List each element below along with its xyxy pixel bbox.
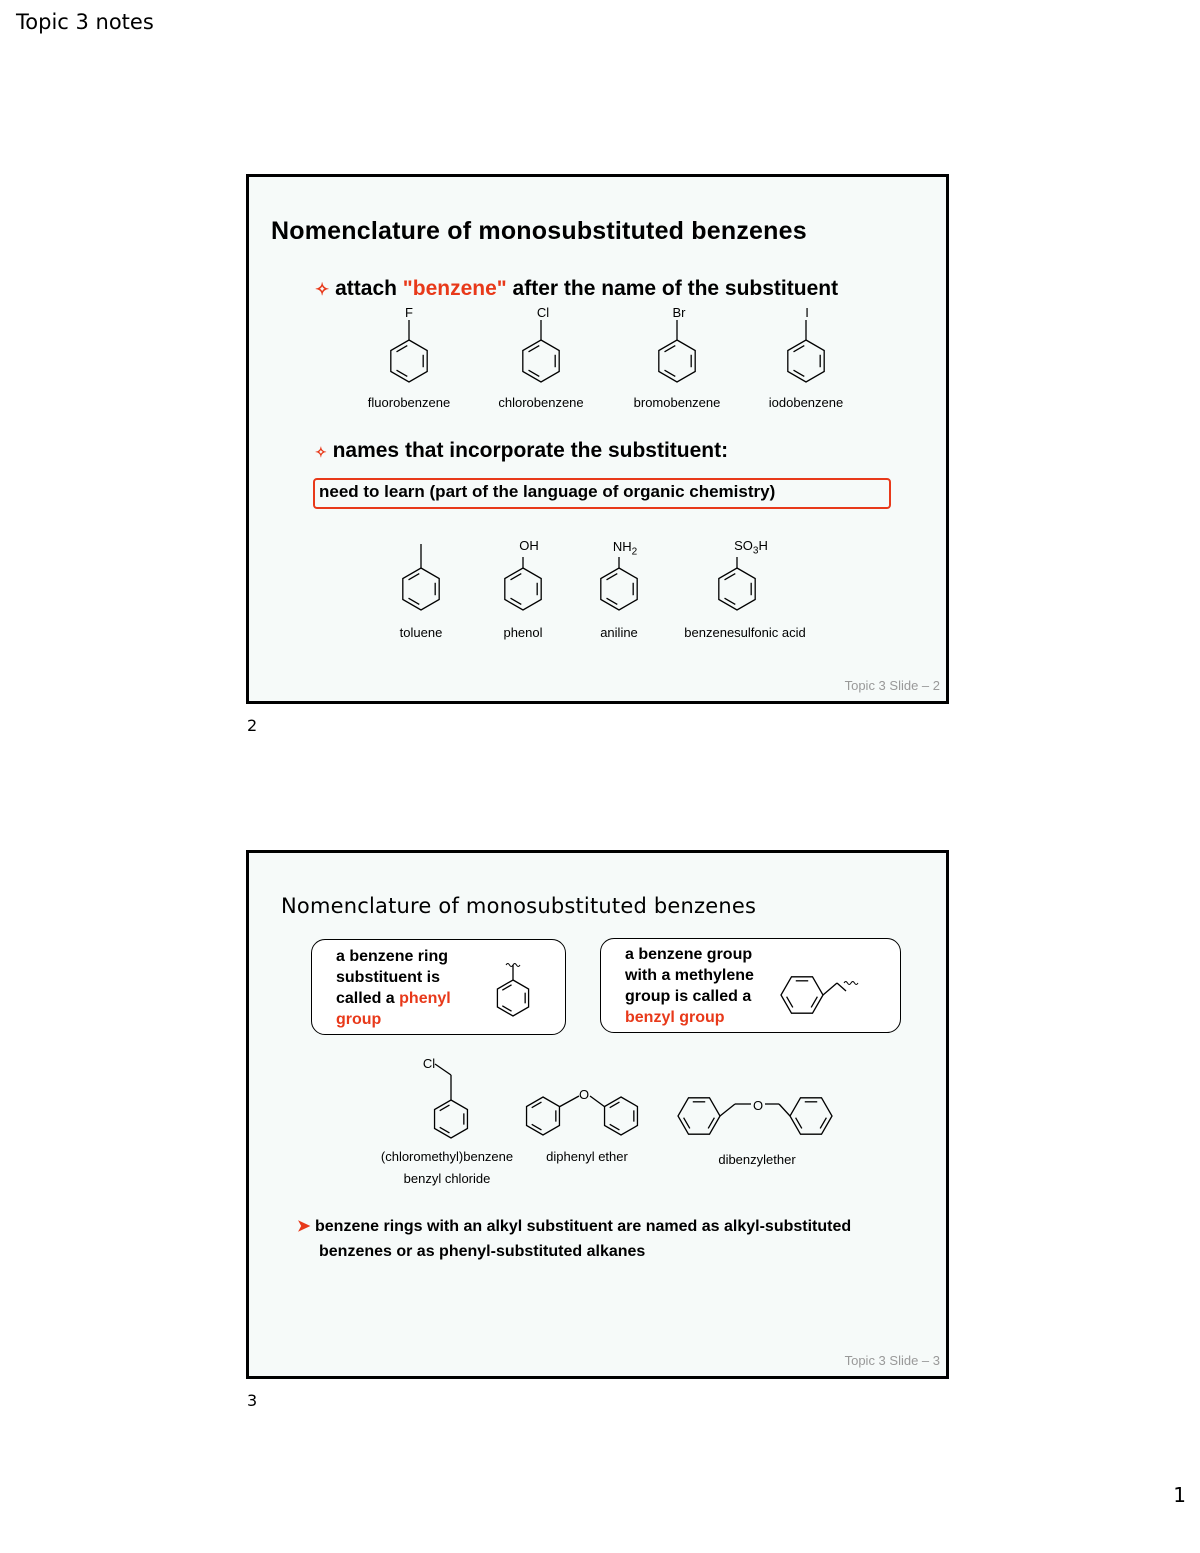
methylene-bond (823, 983, 837, 995)
attachment-squiggle (844, 982, 858, 985)
structure-label: dibenzylether (718, 1152, 796, 1167)
box-text: called a (336, 990, 400, 1007)
benzene-ring (505, 568, 541, 610)
benzene-ring (523, 340, 559, 382)
slide-index: 3 (247, 1391, 258, 1410)
benzene-ring (719, 568, 755, 610)
bullet-text: attach (335, 277, 403, 300)
atom-label: Cl (422, 1056, 436, 1071)
benzene-ring (781, 977, 823, 1013)
sub-index: 3 (752, 545, 759, 557)
structure-label: iodobenzene (768, 395, 844, 410)
structure-label: diphenyl ether (546, 1149, 628, 1164)
substituent-bond (837, 983, 846, 991)
structure-label: (chloromethyl)benzene (380, 1149, 514, 1164)
slide-2 (246, 174, 949, 704)
sub-tail: H (758, 538, 768, 553)
benzene-ring (497, 980, 528, 1016)
bond (590, 1096, 605, 1107)
substituent-label: OH (519, 538, 539, 553)
bond (720, 1104, 735, 1116)
slide-title: Nomenclature of monosubstituted benzenes (271, 217, 807, 245)
box-line: substituent is (336, 969, 441, 986)
bullet-text: benzenes or as phenyl-substituted alkanes (319, 1243, 646, 1260)
box-line: a benzene group (625, 946, 753, 963)
box-line: a benzene ring (336, 948, 449, 965)
bullet-text: after the name of the substituent (506, 277, 839, 300)
note-box: need to learn (part of the language of organic chemistry) (313, 478, 891, 509)
box-highlight: benzyl group (625, 1009, 725, 1026)
page-header: Topic 3 notes (16, 10, 154, 34)
bullet-names-incorporate (315, 439, 728, 463)
benzyl-structures (249, 853, 952, 1382)
structure-label: bromobenzene (633, 395, 721, 410)
bond (559, 1096, 579, 1107)
sub-text: SO (734, 538, 753, 553)
substituent-label (734, 538, 768, 557)
box-highlight: group (336, 1011, 382, 1028)
structure-label: aniline (600, 625, 638, 640)
bullet-text: benzene rings with an alkyl substituent are named as alkyl-substituted (315, 1218, 852, 1235)
substituent-label: F (405, 305, 413, 320)
benzene-ring (788, 340, 824, 382)
sub-text: NH (612, 539, 632, 554)
substituent-label (613, 539, 637, 558)
slide-footer: Topic 3 Slide – 3 (844, 1353, 940, 1368)
bond (779, 1104, 790, 1116)
benzene-ring (403, 568, 439, 610)
bullet-highlight: "benzene" (402, 277, 507, 300)
substituent-label: Br (672, 305, 686, 320)
bond (435, 1064, 451, 1075)
benzene-ring (527, 1097, 560, 1135)
atom-label: O (752, 1098, 764, 1113)
page-number: 1 (1173, 1483, 1186, 1507)
atom-label: O (578, 1087, 590, 1102)
structure-alt-label: benzyl chloride (403, 1171, 491, 1186)
box-highlight: phenyl (399, 990, 451, 1007)
box-line: group is called a (625, 988, 752, 1005)
slide-index: 2 (247, 716, 258, 735)
box-line: with a methylene (625, 967, 754, 984)
sub-index: 2 (631, 546, 638, 558)
diamond-bullet-icon: ✧ (315, 444, 327, 460)
arrowhead-bullet-icon: ➤ (297, 1218, 311, 1235)
slide-footer: Topic 3 Slide – 2 (844, 678, 940, 693)
slide-title: Nomenclature of monosubstituted benzenes (281, 894, 757, 918)
benzene-ring (678, 1098, 720, 1134)
slide-3 (246, 850, 949, 1379)
substituent-label: Cl (536, 305, 550, 320)
benzene-ring (659, 340, 695, 382)
bullet-alkyl-substituents (297, 1214, 851, 1264)
structure-label: benzenesulfonic acid (684, 625, 806, 640)
structure-label: phenol (503, 625, 543, 640)
structure-label: toluene (399, 625, 443, 640)
benzene-ring (790, 1098, 832, 1134)
structure-label: chlorobenzene (498, 395, 584, 410)
substituent-label: I (805, 305, 809, 320)
benzene-ring (605, 1097, 638, 1135)
benzene-ring (391, 340, 427, 382)
diamond-bullet-icon: ✧ (315, 280, 330, 299)
bullet-text: names that incorporate the substituent: (332, 439, 729, 462)
benzene-ring (601, 568, 637, 610)
structure-label: fluorobenzene (367, 395, 451, 410)
benzene-ring (435, 1100, 468, 1138)
